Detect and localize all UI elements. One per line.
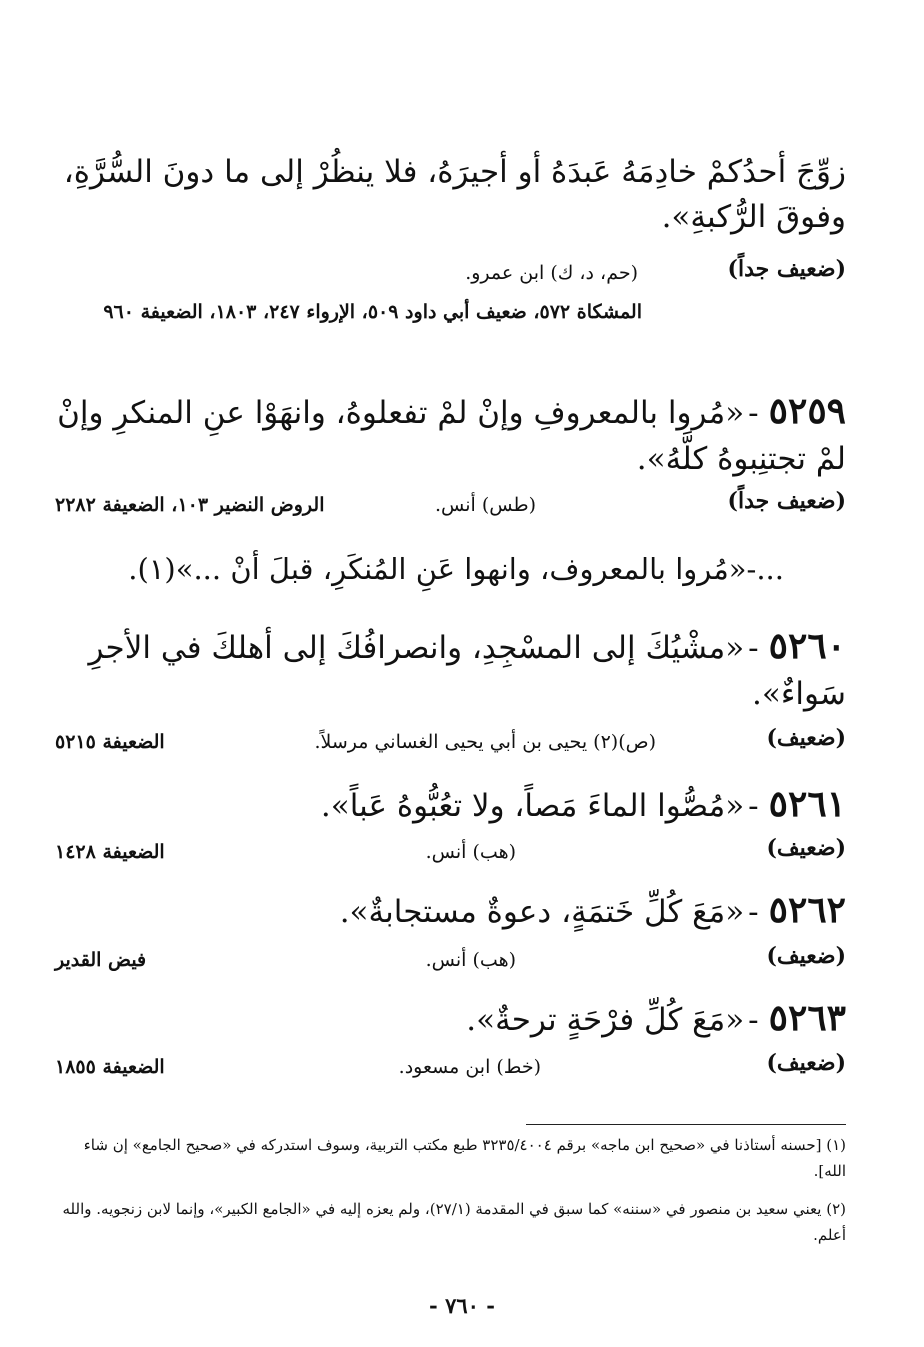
source-label: (طس) أنس. — [434, 494, 536, 516]
hadith-text-content: زوِّجَ أحدُكمْ خادِمَهُ عَبدَهُ أو أجيرَهُ، فلا ينظُرْ إلى ما دونَ السُّرَّةِ، وفوقَ الرُّكبةِ». — [63, 154, 846, 235]
hadith-5259: ٥٢٥٩-«مُروا بالمعروفِ وإنْ لمْ تفعلوهُ، وانهَوْا عنِ المنكرِ وإنْ لمْ تجتنِبوهُ كلَّهُ». — [57, 390, 846, 478]
hadith-number: ٥٢٦٣ — [768, 997, 846, 1039]
source-label: (حم، د، ك) ابن عمرو. — [465, 262, 638, 284]
footnote-1: (١) [حسنه أستاذنا في «صحيح ابن ماجه» برقم ٣٢٣٥/٤٠٠٤ طبع مكتب التربية، وسوف استدركه في «صحيح الجامع» إن شاء الله]. — [83, 1136, 846, 1181]
hadith-meta-row — [55, 488, 846, 528]
hadith-number: ٥٢٦١ — [768, 783, 846, 825]
reference-label: الروض النضير ١٠٣، الضعيفة ٢٢٨٢ — [55, 494, 325, 516]
hadith-number: ٥٢٦٠ — [768, 625, 846, 667]
grade-label: (ضعيف) — [766, 835, 846, 861]
hadith-text-content: «مشْيُكَ إلى المسْجِدِ، وانصرافُكَ إلى أهلكَ في الأجرِ سَواءٌ». — [88, 630, 846, 713]
reference-label: فيض القدير — [55, 949, 147, 971]
hadith-meta-row — [55, 725, 846, 765]
hadith-5260: ٥٢٦٠-«مشْيُكَ إلى المسْجِدِ، وانصرافُكَ إلى أهلكَ في الأجرِ سَواءٌ». — [88, 625, 846, 713]
hadith-text — [55, 150, 846, 240]
grade-label: (ضعيف) — [766, 943, 846, 969]
source-label: (هب) أنس. — [425, 949, 516, 971]
hadith-meta-row — [55, 835, 846, 875]
hadith-number: ٥٢٦٢ — [768, 889, 846, 931]
hadith-number: ٥٢٥٩ — [768, 390, 846, 432]
hadith-meta-row — [55, 943, 846, 983]
source-label: (ص)(٢) يحيى بن أبي يحيى الغساني مرسلاً. — [314, 731, 656, 753]
reference-label: الضعيفة ١٨٥٥ — [55, 1056, 165, 1078]
footnote-divider — [526, 1124, 846, 1125]
reference-label: الضعيفة ٥٢١٥ — [55, 731, 165, 753]
grade-label: (ضعيف) — [766, 1050, 846, 1076]
references: المشكاة ٥٧٢، ضعيف أبي داود ٥٠٩، الإرواء ٢٤٧، ١٨٠٣، الضعيفة ٩٦٠ — [103, 301, 642, 323]
grade-label: (ضعيف جداً) — [727, 256, 846, 282]
hadith-text-content: «مُروا بالمعروفِ وإنْ لمْ تفعلوهُ، وانهَوْا عنِ المنكرِ وإنْ لمْ تجتنِبوهُ كلَّهُ». — [57, 395, 846, 478]
hadith-meta-row — [55, 256, 846, 296]
footnote-2: (٢) يعني سعيد بن منصور في «سننه» كما سبق في المقدمة (٢٧/١)، ولم يعزه إليه في «الجامع الكبير»، وإنما لابن زنجويه. والله أعلم. — [62, 1200, 846, 1245]
related-hadith — [55, 548, 784, 590]
hadith-5261: ٥٢٦١-«مُصُّوا الماءَ مَصاً، ولا تعُبُّوهُ عَباً». — [320, 783, 846, 825]
grade-label: (ضعيف جداً) — [727, 488, 846, 514]
hadith-text-content: «مَعَ كُلِّ فرْحَةٍ ترحةٌ». — [466, 1002, 745, 1038]
reference-label: الضعيفة ١٤٢٨ — [55, 841, 165, 863]
hadith-text-content: «مَعَ كُلِّ خَتمَةٍ، دعوةٌ مستجابةٌ». — [339, 894, 745, 930]
source-label: (هب) أنس. — [425, 841, 516, 863]
hadith-5262: ٥٢٦٢-«مَعَ كُلِّ خَتمَةٍ، دعوةٌ مستجابةٌ». — [339, 889, 846, 931]
hadith-text-content: «مُصُّوا الماءَ مَصاً، ولا تعُبُّوهُ عَباً». — [320, 788, 745, 824]
page-number: - ٧٦٠ - — [429, 1293, 495, 1318]
hadith-meta-row — [55, 1050, 846, 1090]
hadith-5263: ٥٢٦٣-«مَعَ كُلِّ فرْحَةٍ ترحةٌ». — [466, 997, 846, 1039]
related-hadith-text: ...-«مُروا بالمعروف، وانهوا عَنِ المُنكَرِ، قبلَ أنْ ...»(١). — [128, 552, 784, 586]
source-label: (خط) ابن مسعود. — [398, 1056, 541, 1078]
grade-label: (ضعيف) — [766, 725, 846, 751]
